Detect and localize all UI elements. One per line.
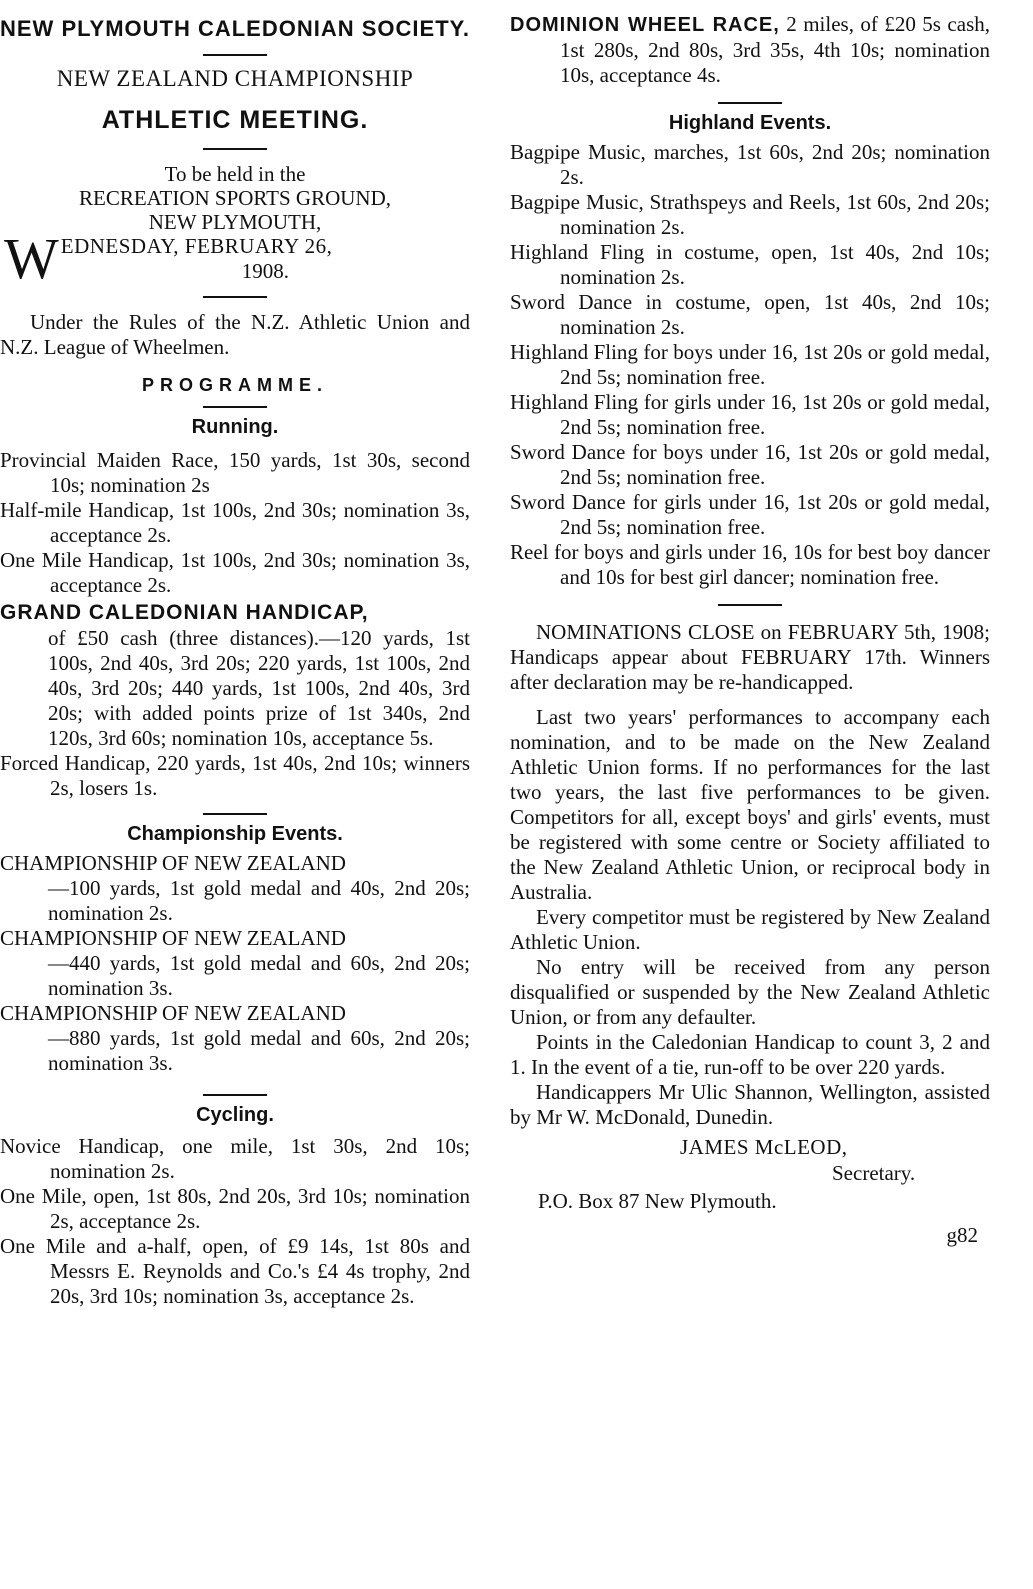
highland-event: Highland Fling for girls under 16, 1st 20s or gold medal, 2nd 5s; nomination free. — [510, 390, 990, 439]
running-heading: Running. — [191, 416, 279, 438]
championship-event-title: CHAMPIONSHIP OF NEW ZEALAND — [0, 926, 346, 950]
date-initial: W — [4, 226, 59, 291]
divider — [203, 813, 267, 815]
championship-event-title: CHAMPIONSHIP OF NEW ZEALAND — [0, 851, 346, 875]
divider — [203, 296, 267, 298]
programme-heading: PROGRAMME. — [142, 375, 328, 395]
highland-event: Bagpipe Music, marches, 1st 60s, 2nd 20s; nomination 2s. — [510, 140, 990, 189]
date-line: EDNESDAY, FEBRUARY 26, — [60, 234, 333, 258]
divider — [203, 148, 267, 150]
highland-event: Sword Dance for girls under 16, 1st 20s or gold medal, 2nd 5s; nomination free. — [510, 490, 990, 539]
divider — [718, 102, 782, 104]
cycling-event: One Mile, open, 1st 80s, 2nd 20s, 3rd 10s; nomination 2s, acceptance 2s. — [0, 1184, 470, 1233]
society-title: NEW PLYMOUTH CALEDONIAN SOCIETY. — [0, 16, 470, 41]
meeting-title: ATHLETIC MEETING. — [101, 106, 369, 134]
highland-event: Highland Fling for boys under 16, 1st 20s or gold medal, 2nd 5s; nomination free. — [510, 340, 990, 389]
left-column — [0, 0, 470, 1309]
entry-notice: No entry will be received from any person disqualified or suspended by the New Zealand Athletic Union, or from any defaulter. — [510, 955, 990, 1029]
wheel-race-text: 2 miles, of £20 5s cash, 1st 280s, 2nd 80s, 3rd 35s, 4th 10s; nomination 10s, acceptance 4s. — [560, 12, 990, 87]
grand-caledonian-text: of £50 cash (three distances).—120 yards, 1st 100s, 2nd 40s, 3rd 20s; 220 yards, 1st 100s, 2nd 40s, 3rd 20s; 440 yards, 1st 100s, 2nd 40s, 3rd 20s; with added points prize of 1st 340s, 2nd 120s, 3rd 60s; nomination 10s, acceptance 5s. — [48, 626, 470, 750]
rules-text: Under the Rules of the N.Z. Athletic Union and N.Z. League of Wheelmen. — [0, 310, 470, 359]
running-event: Provincial Maiden Race, 150 yards, 1st 30s, second 10s; nomination 2s — [0, 448, 470, 497]
championship-heading: Championship Events. — [127, 823, 343, 845]
held-line-2: RECREATION SPORTS GROUND, — [78, 186, 392, 210]
cycling-list — [0, 1134, 470, 1309]
right-column — [510, 0, 990, 1248]
forced-handicap: Forced Handicap, 220 yards, 1st 40s, 2nd 10s; winners 2s, losers 1s. — [0, 751, 470, 800]
cycling-event: Novice Handicap, one mile, 1st 30s, 2nd 10s; nomination 2s. — [0, 1134, 470, 1183]
championship-list — [0, 851, 470, 1076]
handicappers-notice: Handicappers Mr Ulic Shannon, Wellington, assisted by Mr W. McDonald, Dunedin. — [510, 1080, 990, 1129]
divider — [203, 406, 267, 408]
cycling-heading: Cycling. — [196, 1104, 274, 1126]
dominion-wheel-race — [510, 12, 990, 88]
performances-notice: Last two years' performances to accompany each nomination, and to be made on the New Zealand Athletic Union forms. If no performances for the last two years, the last five performances to be given. Competitors for all, except boys' and girls' events, must be registered with some centre or Society affiliated to the New Zealand Athletic Union, or reciprocal body in Australia. — [510, 705, 990, 904]
running-list — [0, 448, 470, 598]
highland-heading: Highland Events. — [668, 112, 832, 134]
championship-title: NEW ZEALAND CHAMPIONSHIP — [56, 66, 414, 91]
address: P.O. Box 87 New Plymouth. — [538, 1189, 777, 1213]
highland-event: Bagpipe Music, Strathspeys and Reels, 1st 60s, 2nd 20s; nomination 2s. — [510, 190, 990, 239]
date-year: 1908. — [241, 259, 289, 283]
cycling-event: One Mile and a-half, open, of £9 14s, 1st 80s and Messrs E. Reynolds and Co.'s £4 4s trophy, 2nd 20s, 3rd 10s; nomination 3s, acceptance 2s. — [0, 1234, 470, 1308]
championship-event-title: CHAMPIONSHIP OF NEW ZEALAND — [0, 1001, 346, 1025]
registration-notice: Every competitor must be registered by New Zealand Athletic Union. — [510, 905, 990, 954]
held-line-1: To be held in the — [164, 162, 306, 186]
advert-code: g82 — [946, 1223, 978, 1247]
divider — [203, 1094, 267, 1096]
held-line-3: NEW PLYMOUTH, — [148, 210, 322, 234]
nominations-notice: NOMINATIONS CLOSE on FEBRUARY 5th, 1908; Handicaps appear about FEBRUARY 17th. Winners after declaration may be re-handicapped. — [510, 620, 990, 694]
divider — [718, 604, 782, 606]
highland-event: Highland Fling in costume, open, 1st 40s, 2nd 10s; nomination 2s. — [510, 240, 990, 289]
event-date — [0, 226, 470, 291]
signature-title: Secretary. — [832, 1161, 916, 1185]
points-notice: Points in the Caledonian Handicap to count 3, 2 and 1. In the event of a tie, run-off to be over 220 yards. — [510, 1030, 990, 1079]
running-event: One Mile Handicap, 1st 100s, 2nd 30s; nomination 3s, acceptance 2s. — [0, 548, 470, 597]
highland-list — [510, 140, 990, 590]
grand-caledonian-title: GRAND CALEDONIAN HANDICAP, — [0, 601, 369, 624]
highland-event: Sword Dance in costume, open, 1st 40s, 2nd 10s; nomination 2s. — [510, 290, 990, 339]
championship-event-text: —100 yards, 1st gold medal and 40s, 2nd 20s; nomination 2s. — [48, 876, 470, 925]
championship-event-text: —440 yards, 1st gold medal and 60s, 2nd 20s; nomination 3s. — [48, 951, 470, 1000]
signature-name: JAMES McLEOD, — [680, 1135, 848, 1159]
highland-event: Reel for boys and girls under 16, 10s for best boy dancer and 10s for best girl dancer; nomination free. — [510, 540, 990, 589]
wheel-race-title: DOMINION WHEEL RACE, — [510, 14, 780, 36]
highland-event: Sword Dance for boys under 16, 1st 20s or gold medal, 2nd 5s; nomination free. — [510, 440, 990, 489]
divider — [203, 54, 267, 56]
championship-event-text: —880 yards, 1st gold medal and 60s, 2nd 20s; nomination 3s. — [48, 1026, 470, 1075]
running-event: Half-mile Handicap, 1st 100s, 2nd 30s; nomination 3s, acceptance 2s. — [0, 498, 470, 547]
